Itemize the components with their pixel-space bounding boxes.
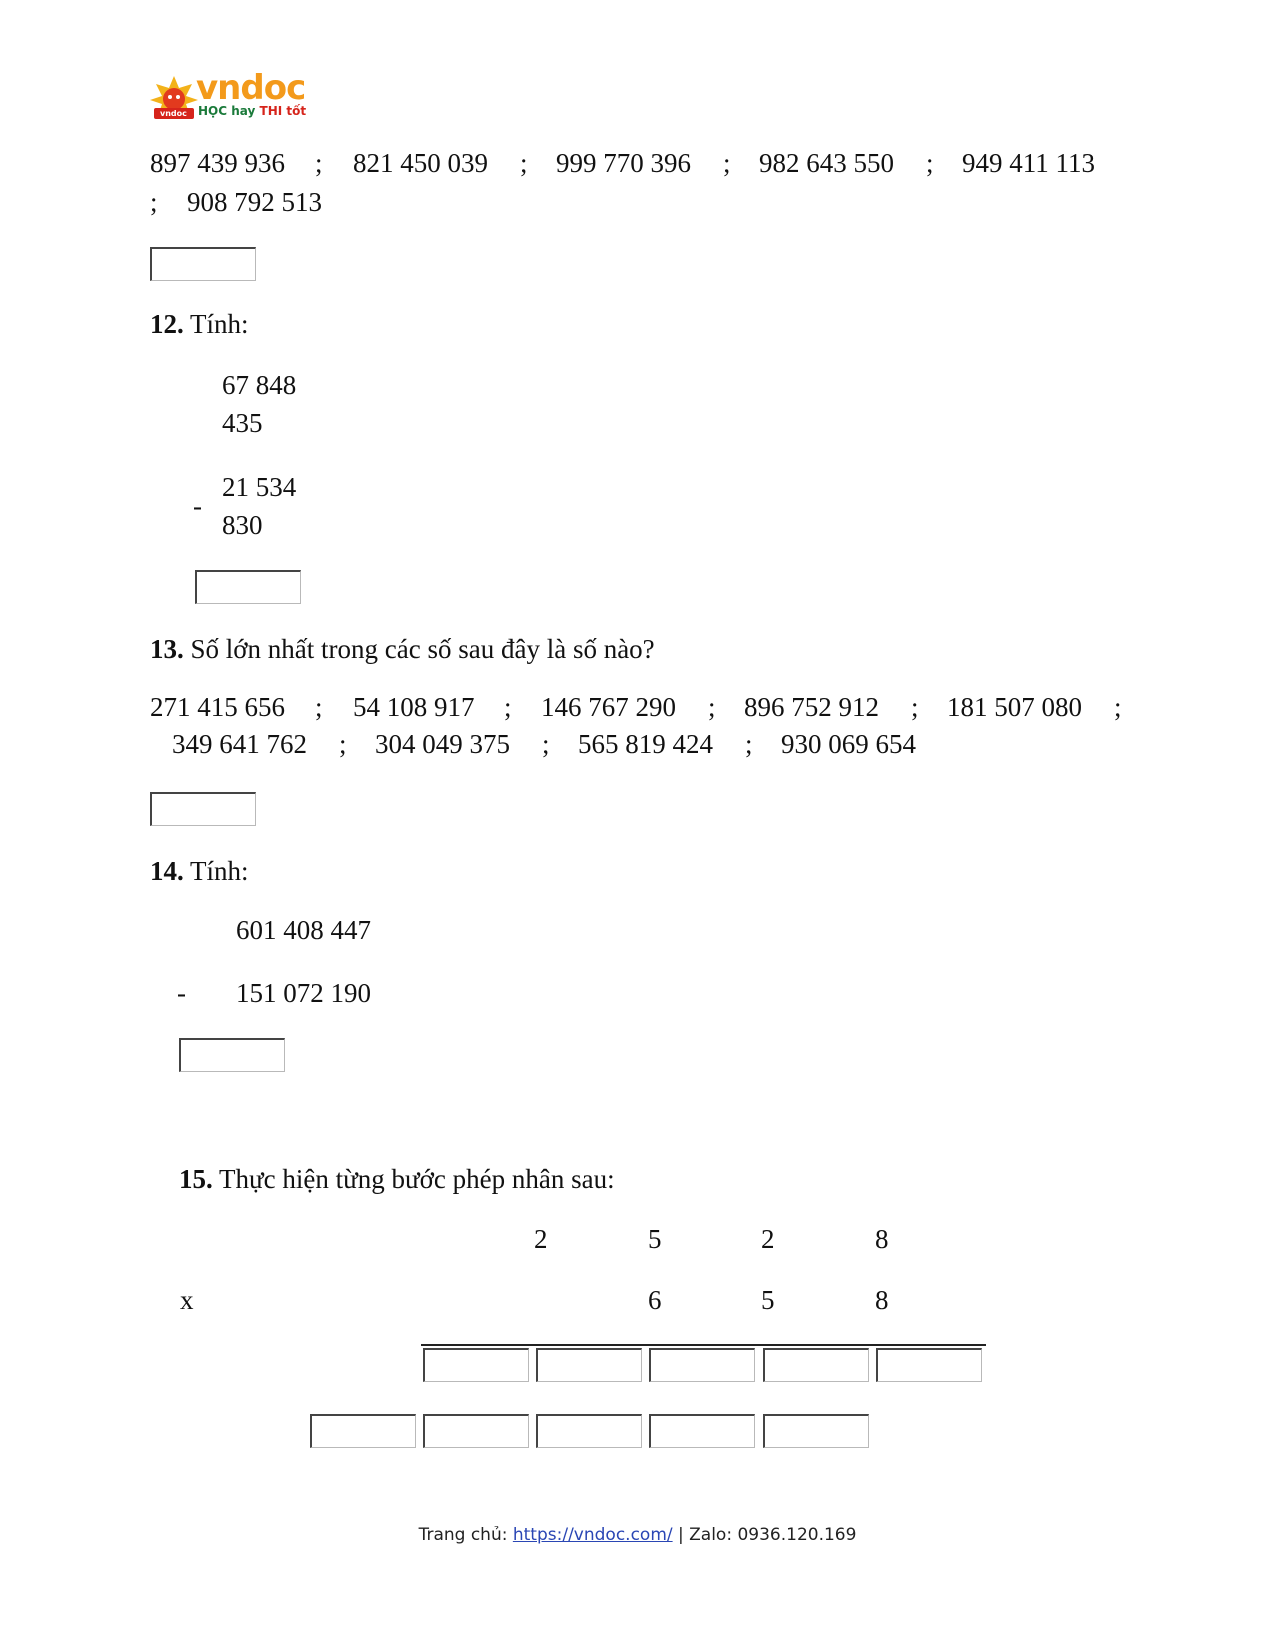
q14-operand-a: 601 408 447	[236, 915, 371, 945]
question-text: Tính:	[190, 309, 249, 339]
number: 897 439 936	[150, 148, 285, 178]
number: 896 752 912	[744, 692, 879, 722]
digit: 2	[761, 1224, 775, 1254]
digit: 5	[648, 1224, 662, 1254]
q14-operand-b: 151 072 190	[236, 978, 371, 1008]
q12-operand-a-line1: 67 848	[222, 370, 297, 400]
number: 565 819 424	[578, 729, 713, 759]
footer-homepage-link[interactable]: https://vndoc.com/	[512, 1525, 673, 1545]
question-number: 14.	[150, 856, 184, 886]
separator: ;	[708, 692, 716, 722]
answer-digit-input[interactable]	[423, 1348, 529, 1382]
number: 271 415 656	[150, 692, 285, 722]
vndoc-logo	[148, 68, 308, 126]
logo-tagline-1: HỌC hay	[198, 104, 256, 118]
logo-tagline	[198, 104, 306, 118]
answer-input-q14[interactable]	[179, 1038, 285, 1072]
question-number: 12.	[150, 309, 184, 339]
multiplication-rule-line	[421, 1344, 986, 1346]
answer-digit-input[interactable]	[423, 1414, 529, 1448]
q12-operand-a-line2: 435	[222, 408, 263, 438]
question-12-heading	[150, 306, 249, 342]
answer-digit-input[interactable]	[536, 1348, 642, 1382]
digit: 2	[534, 1224, 548, 1254]
separator: ;	[926, 148, 934, 178]
q12-minus-sign: -	[193, 491, 202, 521]
separator: ;	[315, 148, 323, 178]
separator: ;	[504, 692, 512, 722]
separator: ;	[723, 148, 731, 178]
q14-minus-sign: -	[177, 978, 186, 1008]
number: 930 069 654	[781, 729, 916, 759]
question-text: Số lớn nhất trong các số sau đây là số nào?	[190, 634, 655, 664]
separator: ;	[339, 729, 347, 759]
logo-badge-text: vndoc	[160, 109, 187, 118]
separator: ;	[542, 729, 550, 759]
footer-prefix: Trang chủ:	[418, 1525, 513, 1545]
question-15-heading	[179, 1161, 615, 1197]
number: 181 507 080	[947, 692, 1082, 722]
separator: ;	[150, 187, 158, 217]
number: 821 450 039	[353, 148, 488, 178]
separator: ;	[315, 692, 323, 722]
answer-digit-input[interactable]	[763, 1414, 869, 1448]
answer-input-q13[interactable]	[150, 792, 256, 826]
number: 982 643 550	[759, 148, 894, 178]
number: 908 792 513	[187, 187, 322, 217]
multiply-sign: x	[180, 1285, 194, 1315]
question-number: 13.	[150, 634, 184, 664]
digit: 8	[875, 1224, 889, 1254]
number: 304 049 375	[375, 729, 510, 759]
answer-digit-input[interactable]	[536, 1414, 642, 1448]
q12-operand-b-line2: 830	[222, 510, 263, 540]
logo-brand-text: vndoc	[196, 68, 306, 108]
digit: 8	[875, 1285, 889, 1315]
answer-digit-input[interactable]	[649, 1414, 755, 1448]
footer-zalo: | Zalo: 0936.120.169	[672, 1525, 857, 1545]
question-number: 15.	[179, 1164, 213, 1194]
page-footer	[0, 1525, 1275, 1545]
separator: ;	[520, 148, 528, 178]
separator: ;	[1114, 692, 1122, 722]
logo-tagline-2: THI tốt	[259, 104, 307, 118]
separator: ;	[911, 692, 919, 722]
question-text: Thực hiện từng bước phép nhân sau:	[219, 1164, 615, 1194]
answer-input-q11[interactable]	[150, 247, 256, 281]
q12-operand-b-line1: 21 534	[222, 472, 297, 502]
answer-digit-input[interactable]	[876, 1348, 982, 1382]
answer-input-q12[interactable]	[195, 570, 301, 604]
number: 54 108 917	[353, 692, 475, 722]
number: 949 411 113	[962, 148, 1095, 178]
digit: 5	[761, 1285, 775, 1315]
number: 999 770 396	[556, 148, 691, 178]
question-13-heading	[150, 631, 655, 667]
question-text: Tính:	[190, 856, 249, 886]
number: 349 641 762	[172, 729, 307, 759]
digit: 6	[648, 1285, 662, 1315]
answer-digit-input[interactable]	[649, 1348, 755, 1382]
answer-digit-input[interactable]	[310, 1414, 416, 1448]
number: 146 767 290	[541, 692, 676, 722]
question-14-heading	[150, 853, 249, 889]
separator: ;	[745, 729, 753, 759]
answer-digit-input[interactable]	[763, 1348, 869, 1382]
